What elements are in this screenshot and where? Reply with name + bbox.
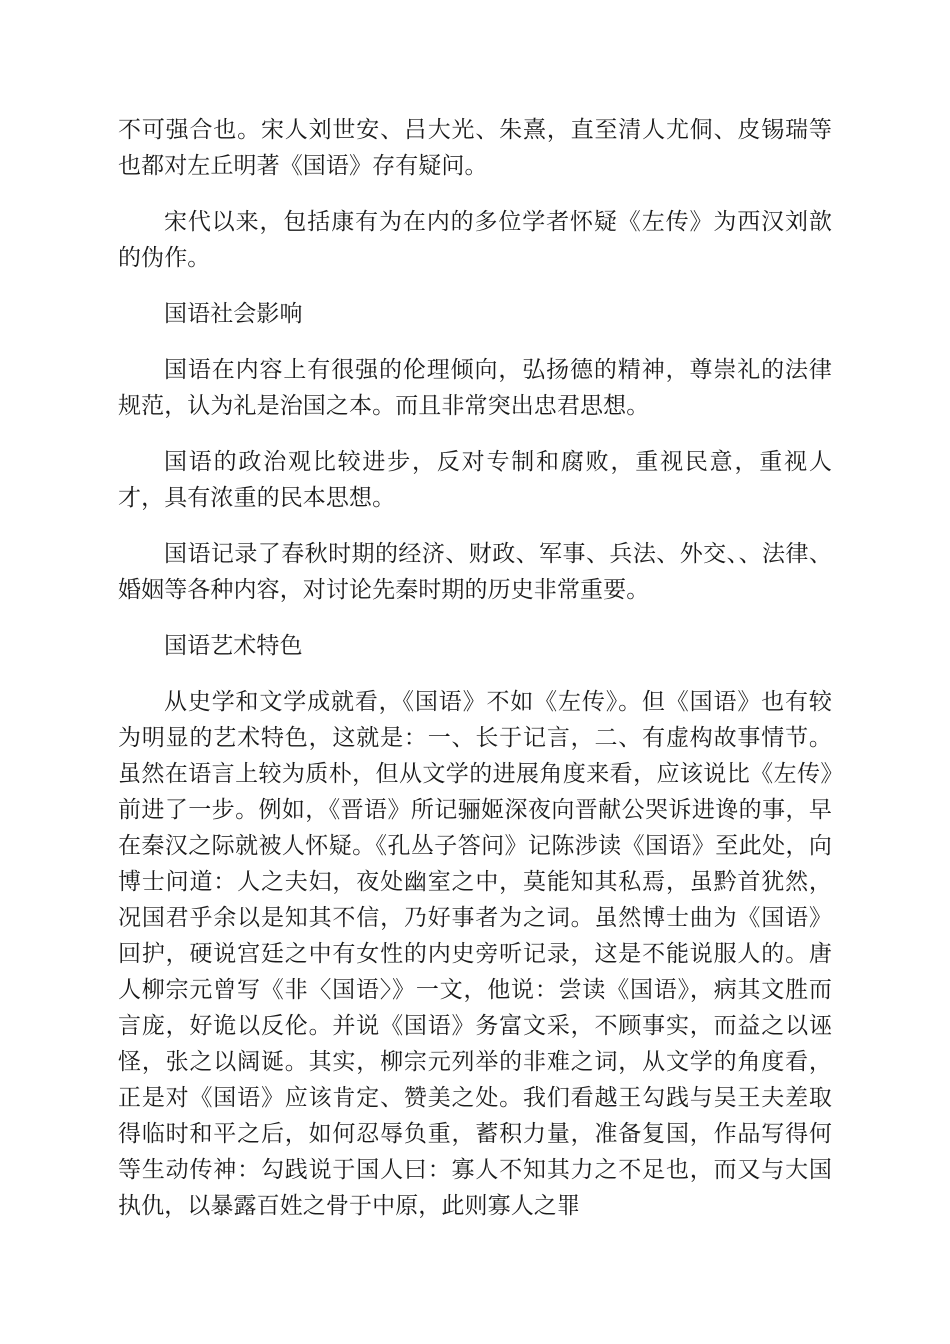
paragraph-ethics: 国语在内容上有很强的伦理倾向，弘扬德的精神，尊崇礼的法律规范，认为礼是治国之本。而且非常突出忠君思想。 [118,357,832,419]
section-heading-social-influence: 国语社会影响 [164,301,303,327]
paragraph-records: 国语记录了春秋时期的经济、财政、军事、兵法、外交、、法律、婚姻等各种内容，对讨论先秦时期的历史非常重要。 [118,541,832,603]
paragraph-politics: 国语的政治观比较进步，反对专制和腐败，重视民意，重视人才，具有浓重的民本思想。 [118,449,832,511]
section-heading-artistic-features: 国语艺术特色 [164,633,303,659]
paragraph-artistic-analysis: 从史学和文学成就看，《国语》不如《左传》。但《国语》也有较为明显的艺术特色，这就是：一、长于记言，二、有虚构故事情节。虽然在语言上较为质朴，但从文学的进展角度来看，应该说比《左传》前进了一步。例如，《晋语》所记骊姬深夜向晋献公哭诉进谗的事，早在秦汉之际就被人怀疑。《孔丛子答问》记陈涉读《国语》至此处，向博士问道：人之夫妇，夜处幽室之中，莫能知其私焉，虽黔首犹然，况国君乎余以是知其不信，乃好事者为之词。虽然博士曲为《国语》回护，硬说宫廷之中有女性的内史旁听记录，这是不能说服人的。唐人柳宗元曾写《非〈国语〉》一文，他说：尝读《国语》，病其文胜而言庞，好诡以反伦。并说《国语》务富文采，不顾事实，而益之以诬怪，张之以阔诞。其实，柳宗元列举的非难之词，从文学的角度看，正是对《国语》应该肯定、赞美之处。我们看越王勾践与吴王夫差取得临时和平之后，如何忍辱负重，蓄积力量，准备复国，作品写得何等生动传神：勾践说于国人曰：寡人不知其力之不足也，而又与大国执仇，以暴露百姓之骨于中原，此则寡人之罪 [118,689,832,1219]
document-page [118,112,832,1244]
paragraph-continuation: 不可强合也。宋人刘世安、吕大光、朱熹，直至清人尤侗、皮锡瑞等也都对左丘明著《国语》存有疑问。 [118,117,832,179]
paragraph-zuozhuan-doubt: 宋代以来，包括康有为在内的多位学者怀疑《左传》为西汉刘歆的伪作。 [118,209,832,271]
